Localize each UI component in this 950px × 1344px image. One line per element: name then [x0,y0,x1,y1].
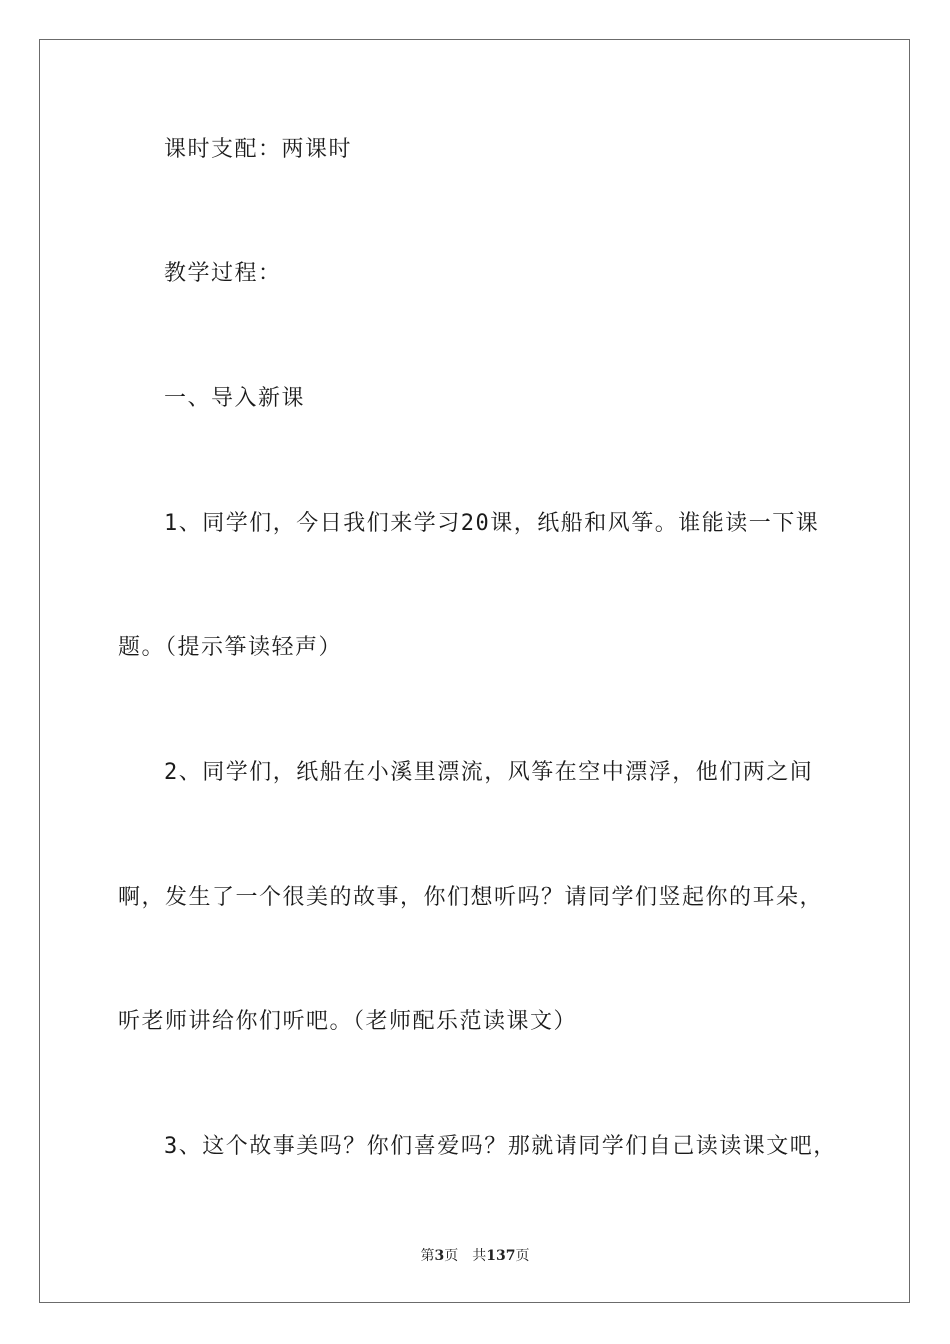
footer-total-number: 137 [486,1248,516,1264]
text-line-4: 1、同学们，今日我们来学习20课，纸船和风筝。谁能读一下课 [164,511,820,536]
footer-page-prefix: 第 [420,1248,435,1264]
text-line-1: 课时支配：两课时 [164,137,353,162]
text-line-2: 教学过程： [164,261,282,286]
footer-page-suffix: 页 [444,1248,459,1264]
page-footer [0,1247,950,1265]
text-line-6: 2、同学们，纸船在小溪里漂流，风筝在空中漂浮，他们两之间 [164,760,814,785]
text-line-9: 3、这个故事美吗？你们喜爱吗？那就请同学们自己读读课文吧， [164,1134,837,1159]
footer-page-number: 3 [434,1248,445,1264]
text-line-7: 啊，发生了一个很美的故事，你们想听吗？请同学们竖起你的耳朵， [118,885,824,910]
footer-total-suffix: 页 [515,1248,530,1264]
footer-total-prefix: 共 [472,1248,487,1264]
page-border [39,39,910,1303]
text-line-5: 题。（提示筝读轻声） [118,635,343,660]
text-line-3: 一、导入新课 [164,386,306,411]
text-line-8: 听老师讲给你们听吧。（老师配乐范读课文） [118,1009,578,1034]
